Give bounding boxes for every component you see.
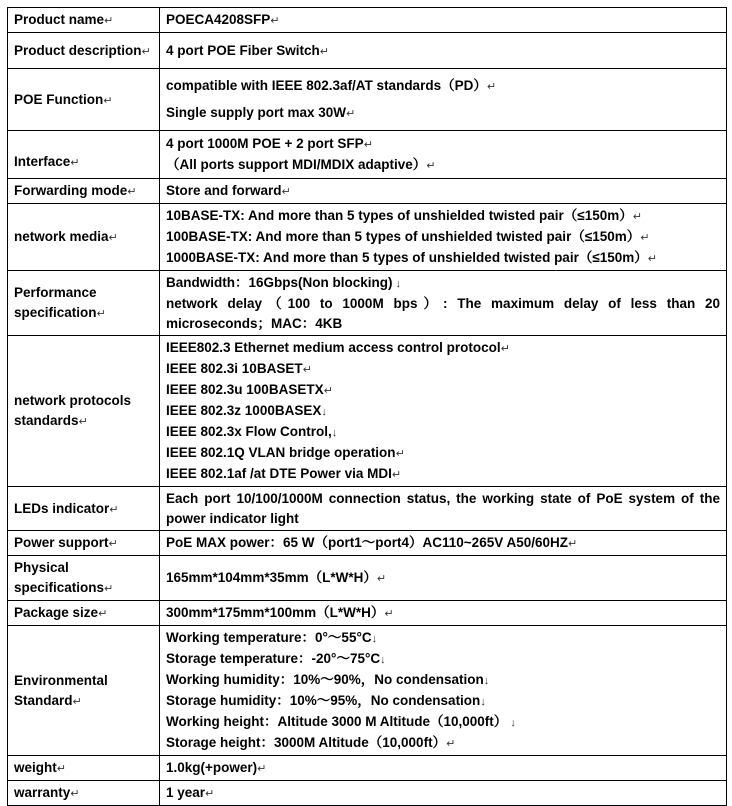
row-label: LEDs indicator — [14, 500, 110, 516]
label-cell: Product description↵ — [8, 33, 160, 69]
row-network-protocols — [8, 336, 727, 487]
label-cell: Product name↵ — [8, 8, 160, 33]
value-line: 4 port 1000M POE + 2 port SFP↵ — [166, 136, 373, 151]
row-label: Environmental Standard — [14, 672, 108, 708]
label-cell: network protocols standards↵ — [8, 336, 160, 487]
row-label: Product description — [14, 42, 142, 58]
value-line: Working humidity：10%～90%，No condensation↓ — [166, 672, 490, 687]
value-cell — [160, 131, 727, 179]
value-line: IEEE 802.3z 1000BASEX↓ — [166, 403, 327, 418]
value-line: IEEE 802.3x Flow Control,↓ — [166, 424, 338, 439]
row-label: Package size — [14, 605, 99, 620]
label-cell: weight↵ — [8, 756, 160, 781]
row-label: POE Function — [14, 91, 104, 107]
label-cell: Environmental Standard↵ — [8, 626, 160, 756]
row-warranty — [8, 781, 727, 806]
value-cell — [160, 336, 727, 487]
value-line: IEEE 802.3i 10BASET↵ — [166, 361, 312, 376]
value-cell — [160, 556, 727, 601]
row-environmental — [8, 626, 727, 756]
row-label: network protocols standards — [14, 393, 132, 428]
label-cell: network media↵ — [8, 204, 160, 271]
row-weight — [8, 756, 727, 781]
value-line: Each port 10/100/1000M connection status, the working state of PoE system of the power indicator light — [166, 491, 720, 526]
value-cell — [160, 8, 727, 33]
value-line: PoE MAX power：65 W（port1～port4）AC110~265V A50/60HZ↵ — [166, 535, 578, 550]
spec-table — [7, 7, 727, 806]
row-label: weight — [14, 760, 57, 775]
label-cell: POE Function↵ — [8, 69, 160, 131]
value-line: 1000BASE-TX: And more than 5 types of unshielded twisted pair（≤150m）↵ — [166, 250, 657, 265]
row-product-name — [8, 8, 727, 33]
value-line: 100BASE-TX: And more than 5 types of unshielded twisted pair（≤150m）↵ — [166, 229, 650, 244]
row-label: Interface — [14, 154, 71, 169]
value-line: 1.0kg(+power)↵ — [166, 760, 267, 775]
value-line: IEEE 802.3u 100BASETX↵ — [166, 382, 333, 397]
value-line: compatible with IEEE 802.3af/AT standards（PD）↵ — [166, 78, 497, 93]
value-cell — [160, 69, 727, 131]
row-power-support — [8, 531, 727, 556]
row-label: warranty — [14, 785, 71, 800]
row-forwarding-mode — [8, 179, 727, 204]
value-line: 300mm*175mm*100mm（L*W*H）↵ — [166, 605, 394, 620]
value-cell — [160, 204, 727, 271]
value-line: network delay（100 to 1000M bps）: The maximum delay of less than 20 microseconds；MAC：4KB — [166, 296, 720, 331]
label-cell: Forwarding mode↵ — [8, 179, 160, 204]
row-poe-function — [8, 69, 727, 131]
value-cell — [160, 601, 727, 626]
row-label: Performance specification — [14, 285, 97, 320]
row-product-description — [8, 33, 727, 69]
row-interface — [8, 131, 727, 179]
row-leds-indicator — [8, 487, 727, 531]
row-label: Physical specifications — [14, 560, 105, 595]
value-line: Bandwidth：16Gbps(Non blocking) ↓ — [166, 275, 402, 290]
value-line: Single supply port max 30W↵ — [166, 105, 356, 120]
row-label: network media — [14, 229, 109, 244]
row-label: Forwarding mode — [14, 183, 128, 198]
row-network-media — [8, 204, 727, 271]
value-line: 4 port POE Fiber Switch↵ — [166, 42, 329, 58]
row-performance — [8, 271, 727, 336]
value-cell — [160, 531, 727, 556]
value-cell — [160, 179, 727, 204]
value-cell — [160, 781, 727, 806]
label-cell: LEDs indicator↵ — [8, 487, 160, 531]
value-cell — [160, 756, 727, 781]
value-line: Working height：Altitude 3000 M Altitude（10,000ft） ↓ — [166, 714, 516, 729]
value-line: IEEE 802.1af /at DTE Power via MDI↵ — [166, 466, 402, 481]
value-line: 165mm*104mm*35mm（L*W*H）↵ — [166, 570, 387, 585]
row-label: Power support — [14, 535, 109, 550]
value-line: Storage humidity：10%～95%，No condensation↓ — [166, 693, 486, 708]
row-package-size — [8, 601, 727, 626]
label-cell: warranty↵ — [8, 781, 160, 806]
row-physical-specs — [8, 556, 727, 601]
row-label: Product name — [14, 12, 105, 27]
label-cell: Physical specifications↵ — [8, 556, 160, 601]
value-cell — [160, 271, 727, 336]
label-cell: Performance specification↵ — [8, 271, 160, 336]
value-line: IEEE 802.1Q VLAN bridge operation↵ — [166, 445, 405, 460]
label-cell: Package size↵ — [8, 601, 160, 626]
value-line: Storage height：3000M Altitude（10,000ft）↵ — [166, 735, 456, 750]
value-line: 1 year↵ — [166, 785, 215, 800]
value-line: 10BASE-TX: And more than 5 types of unshielded twisted pair（≤150m）↵ — [166, 208, 642, 223]
value-line: （All ports support MDI/MDIX adaptive）↵ — [166, 157, 436, 172]
label-cell: Interface↵ — [8, 131, 160, 179]
value-cell — [160, 626, 727, 756]
value-cell — [160, 487, 727, 531]
value-line: Store and forward↵ — [166, 183, 291, 198]
value-line: POECA4208SFP↵ — [166, 12, 280, 27]
label-cell: Power support↵ — [8, 531, 160, 556]
value-line: Storage temperature：-20°～75°C↓ — [166, 651, 386, 666]
value-cell — [160, 33, 727, 69]
value-line: IEEE802.3 Ethernet medium access control protocol↵ — [166, 340, 510, 355]
value-line: Working temperature：0°～55°C↓ — [166, 630, 378, 645]
